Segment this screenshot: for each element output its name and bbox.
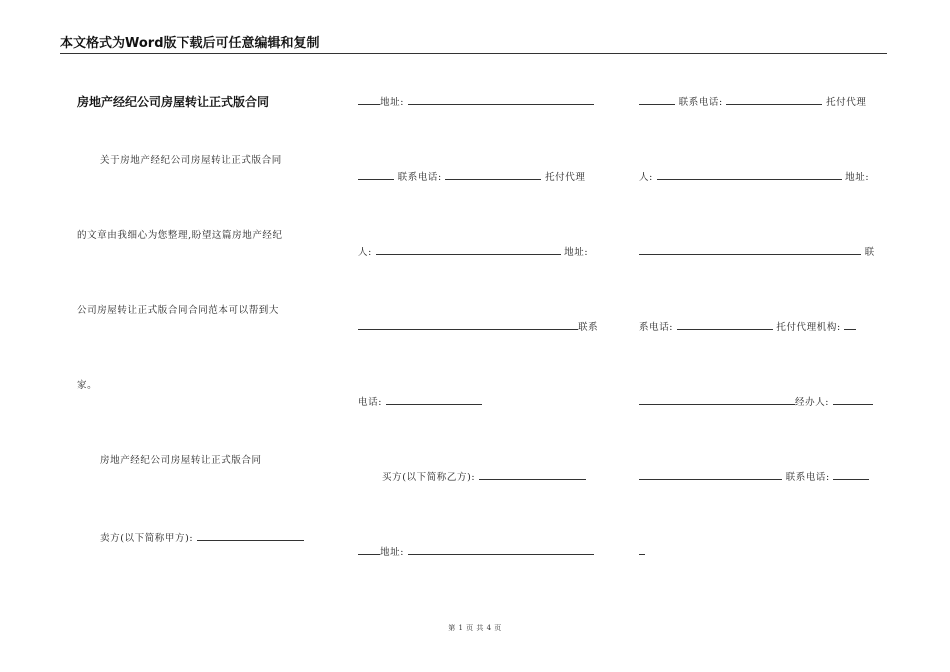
phone-line-2: [358, 394, 482, 409]
page-header: [60, 35, 887, 54]
blank: [358, 169, 394, 180]
phone-label-1: 联系电话:: [397, 172, 442, 183]
phone-blank-3: [726, 94, 822, 105]
agent-person-line-2: [639, 169, 869, 184]
handler-line: [639, 394, 873, 409]
phone-label-3: 联系电话:: [678, 97, 723, 108]
agent-org-label: 托付代理机构:: [776, 322, 841, 333]
contact-suffix: 联系: [578, 322, 599, 333]
intro-line-2: 的文章由我细心为您整理,盼望这篇房地产经纪: [77, 230, 283, 241]
agent-person-line: [358, 244, 588, 259]
address-label-1: 地址:: [380, 97, 405, 108]
address-blank-4: [639, 244, 861, 255]
phone-line-4: [639, 469, 869, 484]
address-line-1: [358, 94, 594, 109]
blank: [358, 544, 380, 555]
phone-label-4: 联系电话:: [785, 472, 830, 483]
agent-label-2: 托付代理: [826, 97, 867, 108]
address-label-3: 地址:: [380, 547, 405, 558]
address-label-2: 地址:: [564, 247, 589, 258]
seller-line: [100, 530, 304, 545]
person-blank: [376, 244, 561, 255]
seller-blank: [197, 530, 304, 541]
contact-line: [358, 319, 598, 334]
intro-line-3: 公司房屋转让正式版合同合同范本可以帮到大: [77, 305, 280, 316]
buyer-line: [382, 469, 586, 484]
agent-org-line: [639, 319, 856, 334]
buyer-blank: [479, 469, 586, 480]
intro-line-1: 关于房地产经纪公司房屋转让正式版合同: [100, 155, 282, 166]
handler-label: 经办人:: [795, 397, 830, 408]
trailing-blank: [639, 544, 645, 555]
phone-blank-2: [386, 394, 482, 405]
address-blank-3: [408, 544, 594, 555]
trailing-blank-line: [639, 544, 645, 559]
xi-phone-label: 系电话:: [639, 322, 674, 333]
page-footer: 第 1 页 共 4 页: [448, 624, 502, 632]
org-blank: [639, 394, 795, 405]
lian-label: 联: [864, 247, 875, 258]
phone-label-2: 电话:: [358, 397, 383, 408]
phone-blank-5: [833, 469, 869, 480]
intro-line-4: 家。: [77, 380, 98, 391]
address-line-3: [358, 544, 594, 559]
document-title: 房地产经纪公司房屋转让正式版合同: [77, 95, 270, 109]
handler-blank: [833, 394, 873, 405]
phone-blank-1: [445, 169, 541, 180]
header-text: 本文格式为Word版下载后可任意编辑和复制: [60, 36, 320, 51]
lian-line: [639, 244, 875, 259]
person-label-2: 人:: [639, 172, 653, 183]
buyer-label: 买方(以下简称乙方):: [382, 472, 476, 483]
handler-blank-2: [639, 469, 782, 480]
agent-label-1: 托付代理: [545, 172, 586, 183]
agent-org-blank: [844, 319, 856, 330]
phone-blank-4: [677, 319, 773, 330]
blank: [358, 94, 380, 105]
contract-subtitle: 房地产经纪公司房屋转让正式版合同: [100, 455, 262, 466]
person-label: 人:: [358, 247, 372, 258]
address-blank-1: [408, 94, 594, 105]
seller-label: 卖方(以下简称甲方):: [100, 533, 194, 544]
address-blank-2: [358, 319, 578, 330]
phone-line-1: [358, 169, 585, 184]
address-label-4: 地址:: [845, 172, 870, 183]
person-blank-2: [657, 169, 842, 180]
phone-line-3: [639, 94, 866, 109]
blank: [639, 94, 675, 105]
